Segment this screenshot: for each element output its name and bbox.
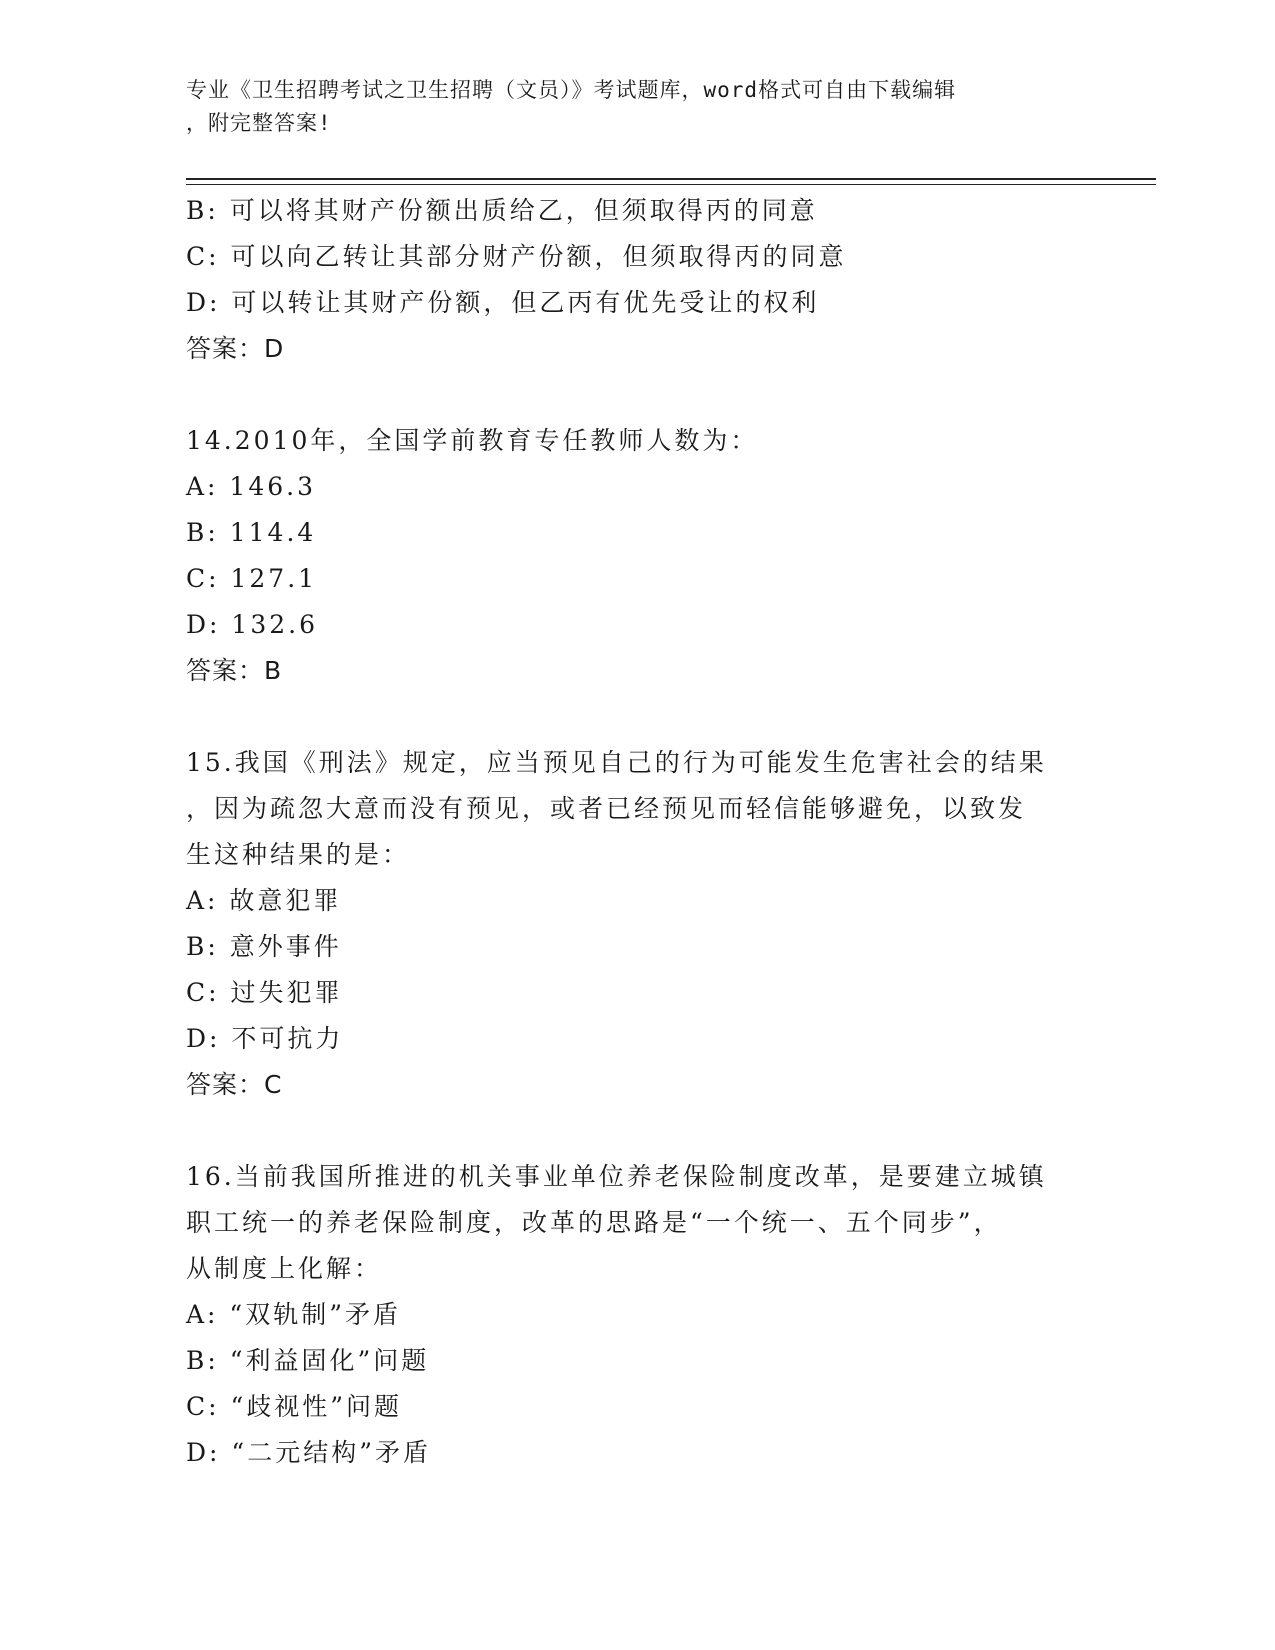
- option-c: C: “歧视性”问题: [186, 1392, 403, 1421]
- answer-line: 答案：B: [186, 656, 283, 685]
- option-d: D: 132.6: [186, 610, 318, 639]
- header-divider-thick: [186, 178, 1156, 180]
- question-stem-line-1: 16.当前我国所推进的机关事业单位养老保险制度改革，是要建立城镇: [186, 1162, 1047, 1191]
- spacer: [186, 1108, 1086, 1154]
- question-stem-line-3: 从制度上化解：: [186, 1254, 383, 1283]
- option-b: B: 114.4: [186, 518, 317, 547]
- option-d: D: “二元结构”矛盾: [186, 1438, 431, 1467]
- option-c: C: 127.1: [186, 564, 318, 593]
- option-b: B: 意外事件: [186, 932, 342, 961]
- header-divider-thin: [186, 184, 1156, 185]
- header-title-line-2: ，附完整答案!: [186, 111, 332, 135]
- question-stem-line-1: 15.我国《刑法》规定，应当预见自己的行为可能发生危害社会的结果: [186, 748, 1047, 777]
- question-14: [186, 418, 1086, 694]
- header-title-line-1: 专业《卫生招聘考试之卫生招聘（文员）》考试题库，word格式可自由下载编辑: [186, 78, 957, 102]
- option-c: C: 过失犯罪: [186, 978, 343, 1007]
- option-a: A: “双轨制”矛盾: [186, 1300, 401, 1329]
- question-stem-line-2: 职工统一的养老保险制度，改革的思路是“一个统一、五个同步”，: [186, 1208, 1002, 1237]
- question-stem: 14.2010年，全国学前教育专任教师人数为：: [186, 426, 759, 455]
- document-header: [186, 74, 1066, 140]
- option-b: B: 可以将其财产份额出质给乙，但须取得丙的同意: [186, 196, 818, 225]
- option-a: A: 故意犯罪: [186, 886, 342, 915]
- spacer: [186, 694, 1086, 740]
- question-15: [186, 740, 1086, 1108]
- answer-line: 答案：D: [186, 334, 285, 363]
- option-d: D: 可以转让其财产份额，但乙丙有优先受让的权利: [186, 288, 820, 317]
- option-c: C: 可以向乙转让其部分财产份额，但须取得丙的同意: [186, 242, 847, 271]
- spacer: [186, 372, 1086, 418]
- question-stem-line-2: ，因为疏忽大意而没有预见，或者已经预见而轻信能够避免，以致发: [186, 794, 1027, 823]
- question-13-continued: [186, 188, 1086, 372]
- option-b: B: “利益固化”问题: [186, 1346, 430, 1375]
- question-list: [186, 188, 1086, 1476]
- option-d: D: 不可抗力: [186, 1024, 344, 1053]
- answer-line: 答案：C: [186, 1070, 283, 1099]
- option-a: A: 146.3: [186, 472, 316, 501]
- question-stem-line-3: 生这种结果的是：: [186, 840, 411, 869]
- question-16: [186, 1154, 1086, 1476]
